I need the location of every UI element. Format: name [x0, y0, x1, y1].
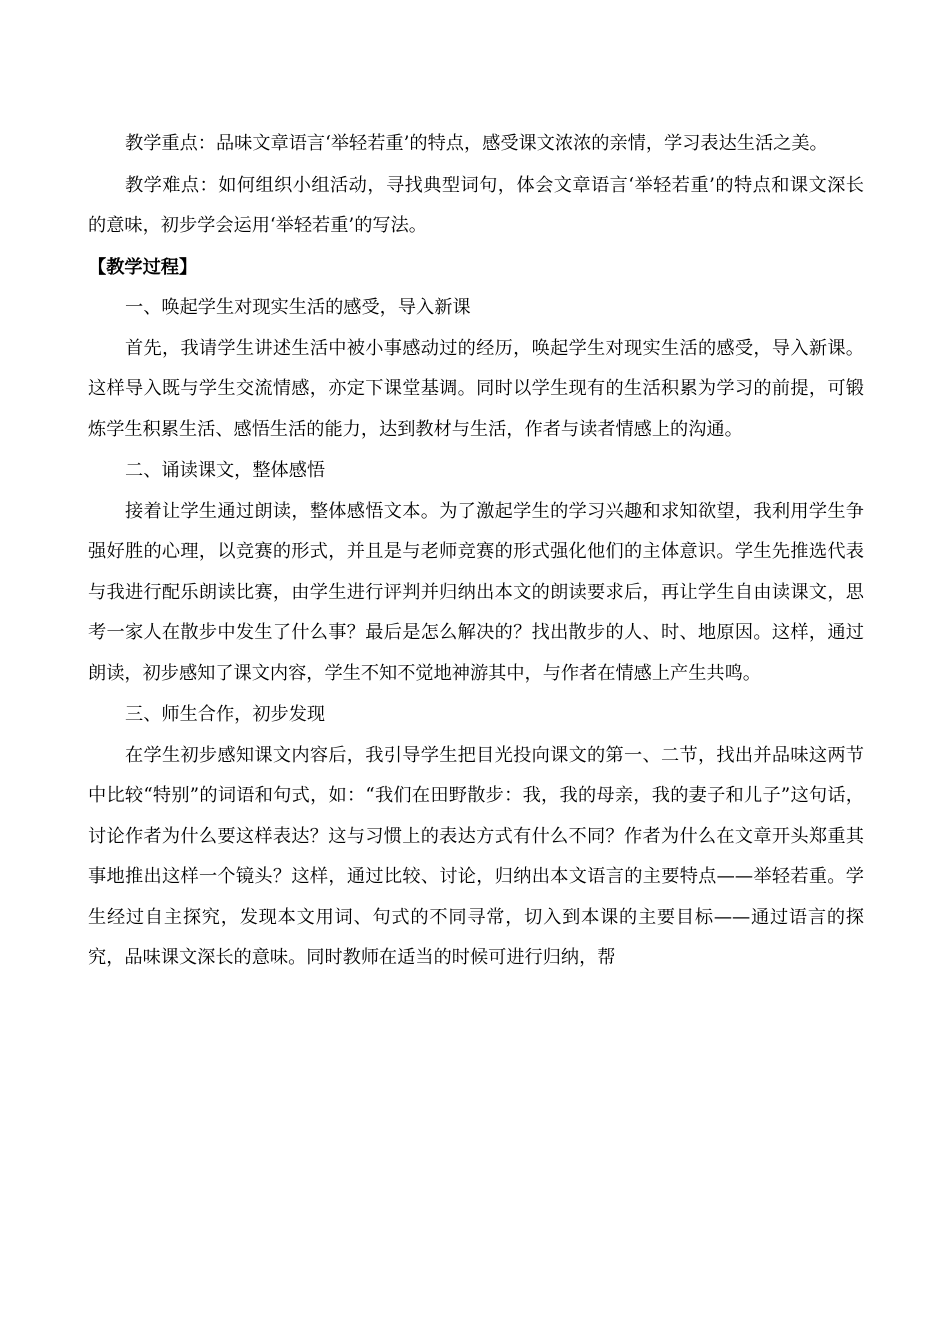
- process-heading: 【教学过程】: [88, 256, 198, 278]
- section-body: 首先，我请学生讲述生活中被小事感动过的经历，唤起学生对现实生活的感受，导入新课。这样导入既与学生交流情感，亦定下课堂基调。同时以学生现有的生活积累为学习的前提，可锻炼学生积累生活、感悟生活的能力，达到教材与生活，作者与读者情感上的沟通。: [88, 337, 864, 440]
- section-body: 在学生初步感知课文内容后，我引导学生把目光投向课文的第一、二节，找出并品味这两节中比较“特别”的词语和句式，如：“我们在田野散步：我，我的母亲，我的妻子和儿子”这句话，讨论作者为什么要这样表达？这与习惯上的表达方式有什么不同？作者为什么在文章开头郑重其事地推出这样一个镜头？这样，通过比较、讨论，归纳出本文语言的主要特点——举轻若重。学生经过自主探究，发现本文用词、句式的不同寻常，切入到本课的主要目标——通过语言的探究，品味课文深长的意味。同时教师在适当的时候可进行归纳，帮: [88, 744, 864, 968]
- section-title: 一、唤起学生对现实生活的感受，导入新课: [125, 297, 471, 318]
- document-page: [88, 124, 864, 980]
- difficult-points-paragraph: 教学难点：如何组织小组活动，寻找典型词句，体会文章语言‘举轻若重’的特点和课文深长的意味，初步学会运用‘举轻若重’的写法。: [88, 174, 864, 236]
- section-body: 接着让学生通过朗读，整体感悟文本。为了激起学生的学习兴趣和求知欲望，我利用学生争强好胜的心理，以竞赛的形式，并且是与老师竞赛的形式强化他们的主体意识。学生先推选代表与我进行配乐朗读比赛，由学生进行评判并归纳出本文的朗读要求后，再让学生自由读课文，思考一家人在散步中发生了什么事？最后是怎么解决的？找出散步的人、时、地原因。这样，通过朗读，初步感知了课文内容，学生不知不觉地神游其中，与作者在情感上产生共鸣。: [88, 500, 864, 684]
- key-points-paragraph: 教学重点：品味文章语言‘举轻若重’的特点，感受课文浓浓的亲情，学习表达生活之美。: [125, 133, 828, 154]
- section-title: 二、诵读课文，整体感悟: [125, 460, 326, 481]
- section-title: 三、师生合作，初步发现: [125, 704, 326, 725]
